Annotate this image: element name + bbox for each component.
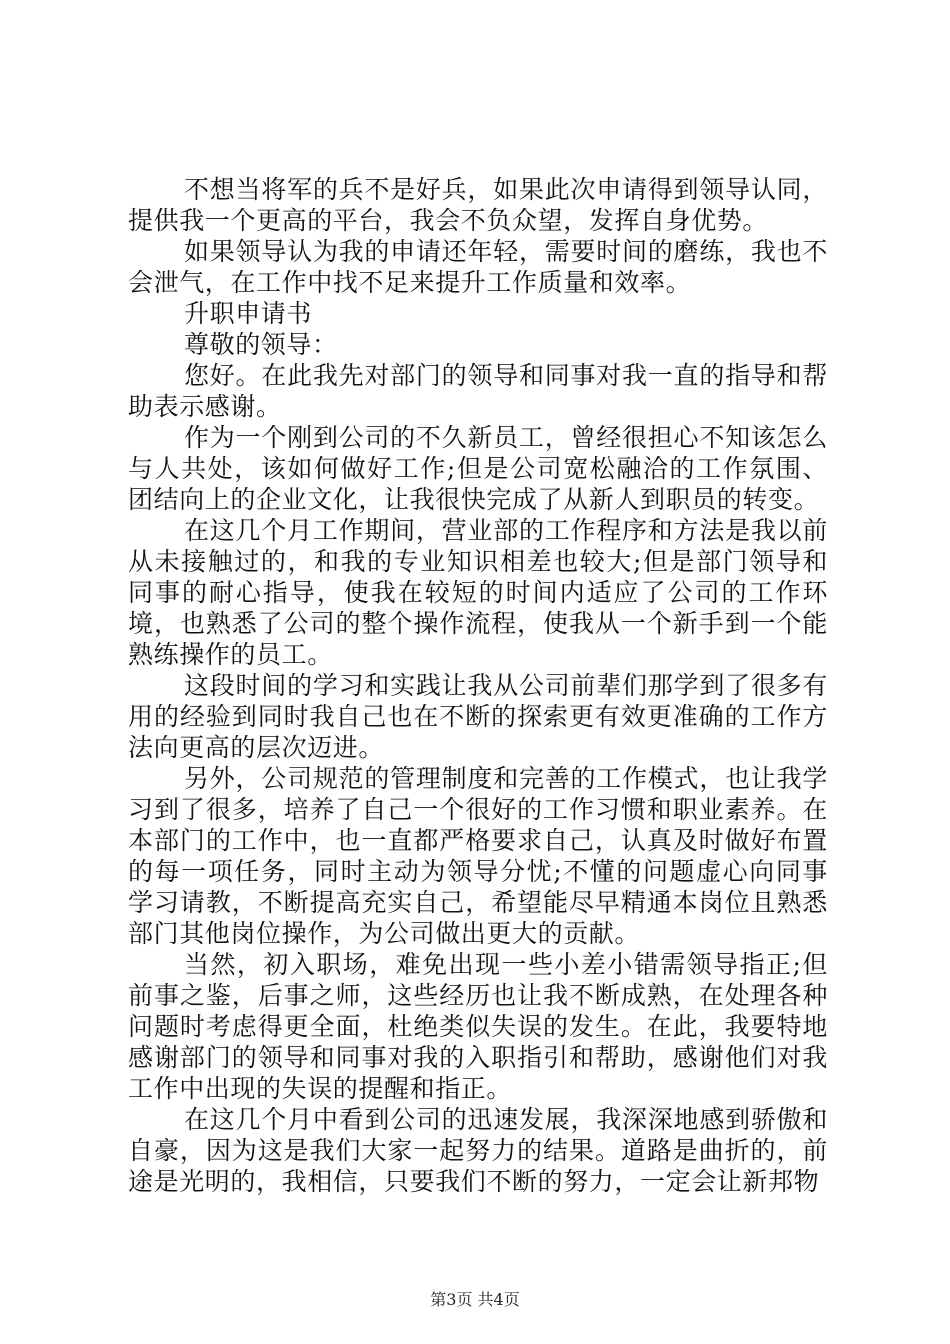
paragraph: 不想当将军的兵不是好兵，如果此次申请得到领导认同，提供我一个更高的平台，我会不负众望，发挥自身优势。 xyxy=(128,175,828,235)
salutation: 尊敬的领导： xyxy=(184,330,338,359)
paragraph: 如果领导认为我的申请还年轻，需要时间的磨练，我也不会泄气，在工作中找不足来提升工作质量和效率。 xyxy=(128,237,828,297)
paragraph: 在这几个月中看到公司的迅速发展，我深深地感到骄傲和自豪，因为这是我们大家一起努力的结果。道路是曲折的，前途是光明的，我相信，只要我们不断的努力，一定会让新邦物 xyxy=(128,1105,828,1196)
paragraph: 另外，公司规范的管理制度和完善的工作模式，也让我学习到了很多，培养了自己一个很好的工作习惯和职业素养。在本部门的工作中，也一直都严格要求自己，认真及时做好布置的每一项任务，同时主动为领导分忧;不懂的问题虚心向同事学习请教，不断提高充实自己，希望能尽早精通本岗位且熟悉部门其他岗位操作，为公司做出更大的贡献。 xyxy=(128,764,828,948)
paragraph: 作为一个刚到公司的不久新员工，曾经很担心不知该怎么与人共处，该如何做好工作;但是公司宽松融洽的工作氛围、团结向上的企业文化，让我很快完成了从新人到职员的转变。 xyxy=(128,423,828,514)
paragraph: 您好。在此我先对部门的领导和同事对我一直的指导和帮助表示感谢。 xyxy=(128,361,828,421)
paragraph: 当然，初入职场，难免出现一些小差小错需领导指正;但前事之鉴，后事之师，这些经历也让我不断成熟，在处理各种问题时考虑得更全面，杜绝类似失误的发生。在此，我要特地感谢部门的领导和同事对我的入职指引和帮助，感谢他们对我工作中出现的失误的提醒和指正。 xyxy=(128,950,828,1103)
paragraph: 在这几个月工作期间，营业部的工作程序和方法是我以前从未接触过的，和我的专业知识相差也较大;但是部门领导和同事的耐心指导，使我在较短的时间内适应了公司的工作环境，也熟悉了公司的整个操作流程，使我从一个新手到一个能熟练操作的员工。 xyxy=(128,516,828,669)
page-number-footer: 第3页 共4页 xyxy=(430,1290,520,1309)
paragraph: 这段时间的学习和实践让我从公司前辈们那学到了很多有用的经验到同时我自己也在不断的探索更有效更准确的工作方法向更高的层次迈进。 xyxy=(128,671,828,762)
document-title: 升职申请书 xyxy=(184,299,313,328)
document-body xyxy=(128,174,828,1197)
